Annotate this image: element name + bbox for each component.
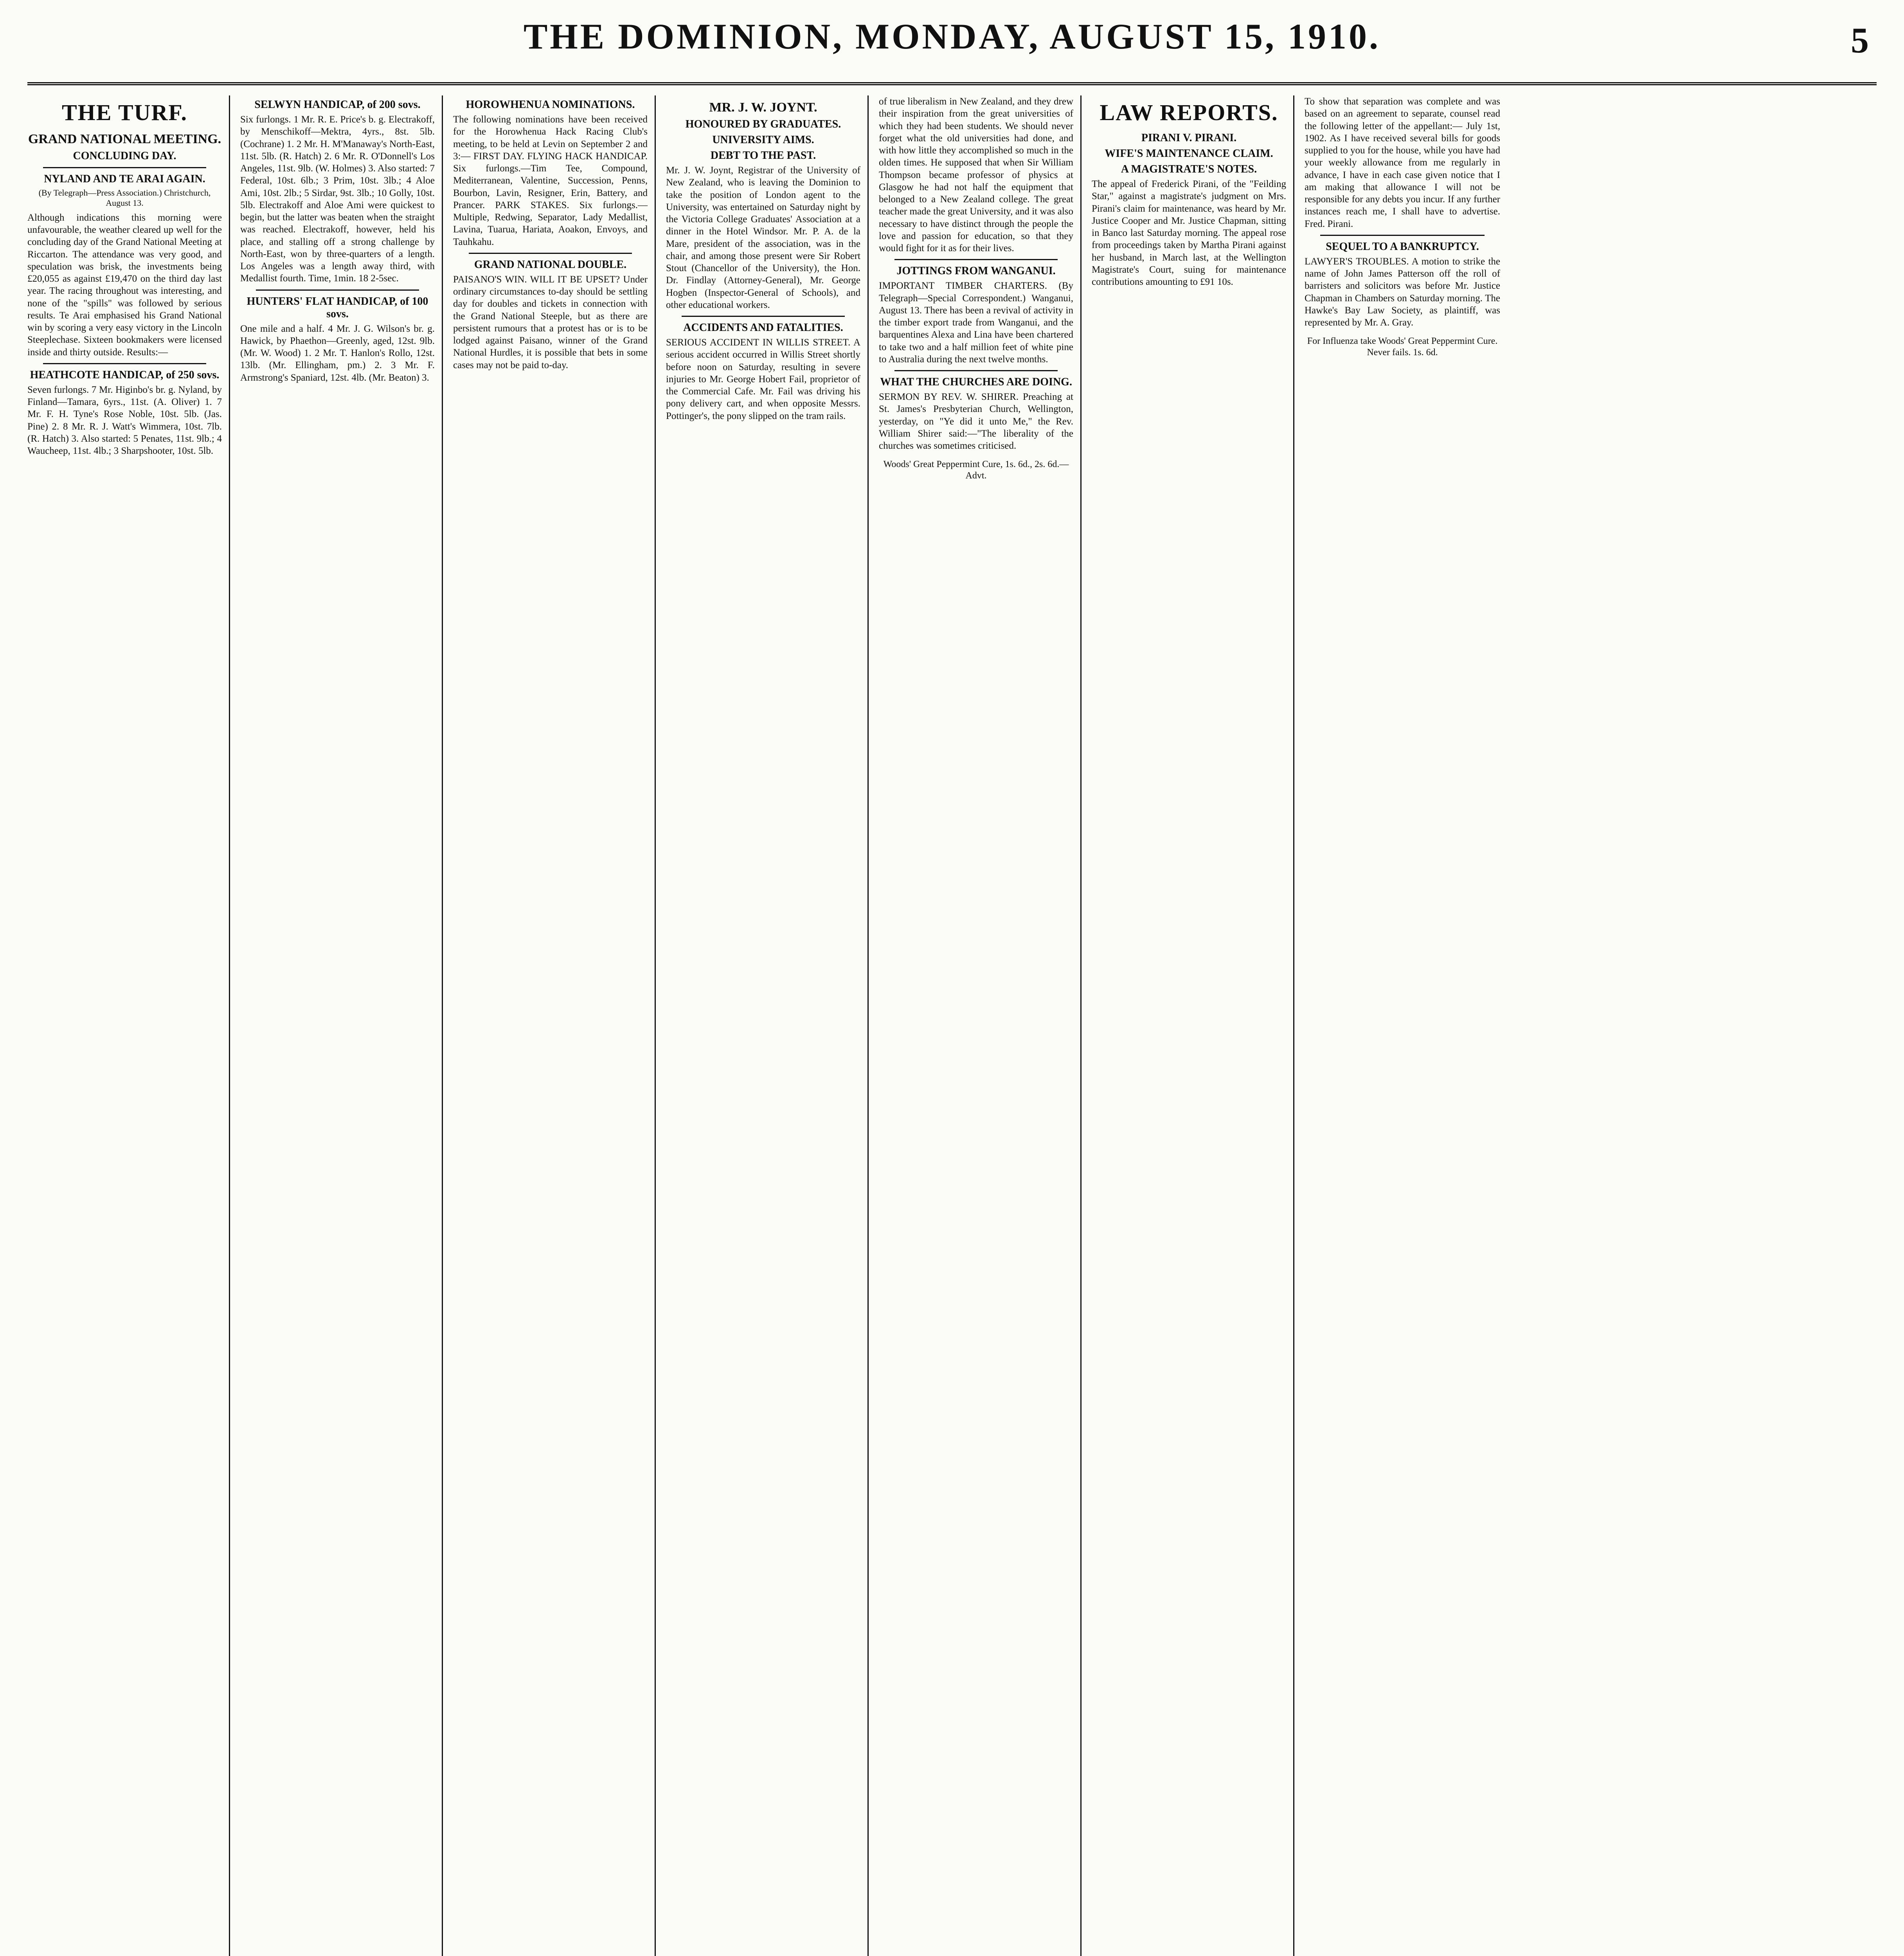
subheading: WIFE'S MAINTENANCE CLAIM. <box>1105 147 1273 160</box>
section-heading: HOROWHENUA NOMINATIONS. <box>466 99 635 111</box>
divider <box>1320 235 1485 236</box>
subheading: UNIVERSITY AIMS. <box>712 134 814 146</box>
subheading: GRAND NATIONAL MEETING. <box>28 132 221 146</box>
race-heading: HUNTERS' FLAT HANDICAP, of 100 sovs. <box>247 295 428 320</box>
subheading: CONCLUDING DAY. <box>73 150 176 162</box>
divider <box>894 259 1058 260</box>
article-body: SERIOUS ACCIDENT IN WILLIS STREET. A serious accident occurred in Willis Street shortly before noon on Saturday, resulting in severe injuries to Mr. George Hobert Fail, proprietor of the Commercial Cafe. Mr. Fail was driving his pony delivery cart, and when opposite Messrs. Pottinger's, the pony slipped on the tram rails. <box>666 337 863 421</box>
subheading: HONOURED BY GRADUATES. <box>685 118 841 130</box>
byline: (By Telegraph—Press Association.) Christchurch, August 13. <box>38 188 212 208</box>
race-heading: SELWYN HANDICAP, of 200 sovs. <box>254 99 421 111</box>
column-4 <box>666 95 869 1956</box>
column-6 <box>1092 95 1294 1956</box>
race-result: One mile and a half. 4 Mr. J. G. Wilson's br. g. Hawick, by Phaethon—Greenly, aged, 12st. 9lb. (Mr. W. Wood) 1. 2 Mr. T. Hanlon's Rollo, 12st. 13lb. (Mr. Ellingham, pm.) 2. 3 Mr. F. Armstrong's Spaniard, 12st. 4lb. (Mr. Beaton) 3. <box>240 323 437 383</box>
article-body: SERMON BY REV. W. SHIRER. Preaching at St. James's Presbyterian Church, Wellington, yesterday, on "Ye did it unto Me," the Rev. William Shirer said:—"The liberality of the churches was sometimes criticised. <box>879 392 1076 451</box>
article-body: IMPORTANT TIMBER CHARTERS. (By Telegraph—Special Correspondent.) Wanganui, August 13. There has been a revival of activity in the timber export trade from Wanganui, and the barquentines Alexa and Lina have been chartered to take two and a half million feet of white pine to Australia during the next twelve months. <box>879 280 1076 365</box>
article-body: Although indications this morning were unfavourable, the weather cleared up well for the concluding day of the Grand National Meeting at Riccarton. The attendance was very good, and speculation was brisk, the investments being £20,055 as against £19,470 on the third day last year. The racing throughout was interesting, and none of the "spills" was followed by serious results. Te Arai emphasised his Grand National win by scoring a very easy victory in the Lincoln Steeplechase. Sixteen bookmakers were licensed inside and thirty outside. Results:— <box>27 212 225 358</box>
article-body: of true liberalism in New Zealand, and they drew their inspiration from the great universities of which they had been students. We should never forget what the old universities had done, and with how little they accomplished so much in the olden times. He supposed that when Sir William Thompson became professor of physics at Glasgow he had not half the equipment that belonged to a New Zealand college. The great teacher made the great University, and it was also necessary to have distinct through the people the love and passion for education, so that they would fight for it as for their lives. <box>879 96 1076 253</box>
section-heading: GRAND NATIONAL DOUBLE. <box>474 258 627 271</box>
subheading: PIRANI V. PIRANI. <box>1141 132 1237 144</box>
divider <box>469 253 632 254</box>
section-heading: LAW REPORTS. <box>1100 100 1278 125</box>
section-heading: THE TURF. <box>62 100 187 125</box>
divider <box>894 370 1058 371</box>
race-heading: HEATHCOTE HANDICAP, of 250 sovs. <box>30 369 220 381</box>
divider <box>43 167 206 168</box>
column-7 <box>1305 95 1507 1956</box>
section-heading: WHAT THE CHURCHES ARE DOING. <box>880 376 1072 388</box>
race-result: Six furlongs. 1 Mr. R. E. Price's b. g. Electrakoff, by Menschikoff—Mektra, 4yrs., 8st. 5lb. (Cochrane) 1. 2 Mr. H. M'Manaway's North-East, 11st. 5lb. (R. Hatch) 2. 6 Mr. R. O'Donnell's Los Angeles, 11st. 9lb. (W. Holmes) 3. Also started: 7 Federal, 10st. 6lb.; 3 Prim, 10st. 3lb.; 4 Aloe Ami, 10st. 2lb.; 5 Sirdar, 9st. 3lb.; 10 Golly, 10st. 5lb. Electrakoff and Aloe Ami were quickest to begin, but the latter was beaten when the straight was reached. Electrakoff, however, held his place, and stalling off a strong challenge by North-East, won by three-quarters of a length. Los Angeles was a length away third, with Medallist fourth. Time, 1min. 18 2-5sec. <box>240 114 437 284</box>
article-body: The appeal of Frederick Pirani, of the "Feilding Star," against a magistrate's judgment on Mrs. Pirani's claim for maintenance, was heard by Mr. Justice Cooper and Mr. Justice Chapman, sitting in Banco last Saturday morning. The appeal rose from proceedings taken by Martha Pirani against her husband, in March last, at the Wellington Magistrate's Court, suing for maintenance contributions amounting to £91 10s. <box>1092 179 1289 287</box>
page-number: 5 <box>1851 20 1869 60</box>
nominations-body: The following nominations have been received for the Horowhenua Hack Racing Club's meeting, to be held at Levin on September 2 and 3:— FIRST DAY. FLYING HACK HANDICAP. Six furlongs.—Tim Tee, Compound, Mediterranean, Valentine, Succession, Penns, Bourbon, Lavin, Resigner, Erin, Battery, and Prancer. PARK STAKES. Six furlongs.—Multiple, Redwing, Separator, Lady Medallist, Lavina, Tuarua, Hariata, Aoakon, Envoys, and Tauhkahu. <box>453 114 650 247</box>
advertisement: Woods' Great Peppermint Cure, 1s. 6d., 2s. 6d.—Advt. <box>883 459 1069 481</box>
subheading: NYLAND AND TE ARAI AGAIN. <box>44 173 205 185</box>
column-1 <box>27 95 230 1956</box>
section-heading: SEQUEL TO A BANKRUPTCY. <box>1326 240 1479 253</box>
masthead-title: THE DOMINION, MONDAY, AUGUST 15, 1910. <box>523 16 1381 56</box>
section-heading: ACCIDENTS AND FATALITIES. <box>683 322 843 334</box>
divider <box>43 363 206 364</box>
divider <box>256 289 419 291</box>
columns <box>27 95 1877 1956</box>
article-body: To show that separation was complete and was based on an agreement to separate, counsel read the following letter of the appellant:— July 1st, 1902. As I have received several bills for goods supplied to you for the house, while you have had your weekly allowance from me regularly in advance, I have in each case given notice that I am making that allowance I will not be responsible for any debts you incur. If any further instances reach me, I shall have to advertise. Fred. Pirani. <box>1305 96 1503 229</box>
subheading: A MAGISTRATE'S NOTES. <box>1121 163 1257 175</box>
advertisement: For Influenza take Woods' Great Peppermint Cure. Never fails. 1s. 6d. <box>1307 336 1498 358</box>
divider <box>682 316 845 317</box>
article-body: LAWYER'S TROUBLES. A motion to strike the name of John James Patterson off the roll of barristers and solicitors was before Mr. Justice Chapman in Chambers on Saturday morning. The Hawke's Bay Law Society, as plaintiff, was represented by Mr. A. Gray. <box>1305 256 1503 328</box>
column-3 <box>453 95 656 1956</box>
column-2 <box>240 95 443 1956</box>
subheading: DEBT TO THE PAST. <box>710 149 816 162</box>
section-heading: MR. J. W. JOYNT. <box>709 100 817 115</box>
article-body: PAISANO'S WIN. WILL IT BE UPSET? Under ordinary circumstances to-day should be settling day for doubles and tickets in connection with the Grand National Steeple, but as there are persistent rumours that a protest has or is to be lodged against Paisano, winner of the Grand National Hurdles, it is possible that bets in some cases may not be paid to-day. <box>453 274 650 370</box>
column-5 <box>879 95 1082 1956</box>
article-body: Mr. J. W. Joynt, Registrar of the University of New Zealand, who is leaving the Dominion to take the position of London agent to the University, was entertained on Saturday night by the Victoria College Graduates' Association at a dinner in the Hotel Windsor. Mr. P. A. de la Mare, president of the association, was in the chair, and among those present were Sir Robert Stout (Chancellor of the University), the Hon. Dr. Findlay (Attorney-General), Mr. George Hogben (Inspector-General of Schools), and other educational workers. <box>666 165 863 310</box>
race-result: Seven furlongs. 7 Mr. Higinbo's br. g. Nyland, by Finland—Tamara, 6yrs., 11st. (A. Oliver) 1. 7 Mr. F. H. Tyne's Rose Noble, 10st. 5lb. (Jas. Pine) 2. 8 Mr. R. J. Watt's Wimmera, 10st. 7lb. (R. Hatch) 3. Also started: 5 Penates, 11st. 9lb.; 4 Waucheep, 11st. 4lb.; 3 Sharpshooter, 10st. 5lb. <box>27 384 225 457</box>
masthead <box>27 16 1877 85</box>
section-heading: JOTTINGS FROM WANGANUI. <box>896 265 1056 277</box>
